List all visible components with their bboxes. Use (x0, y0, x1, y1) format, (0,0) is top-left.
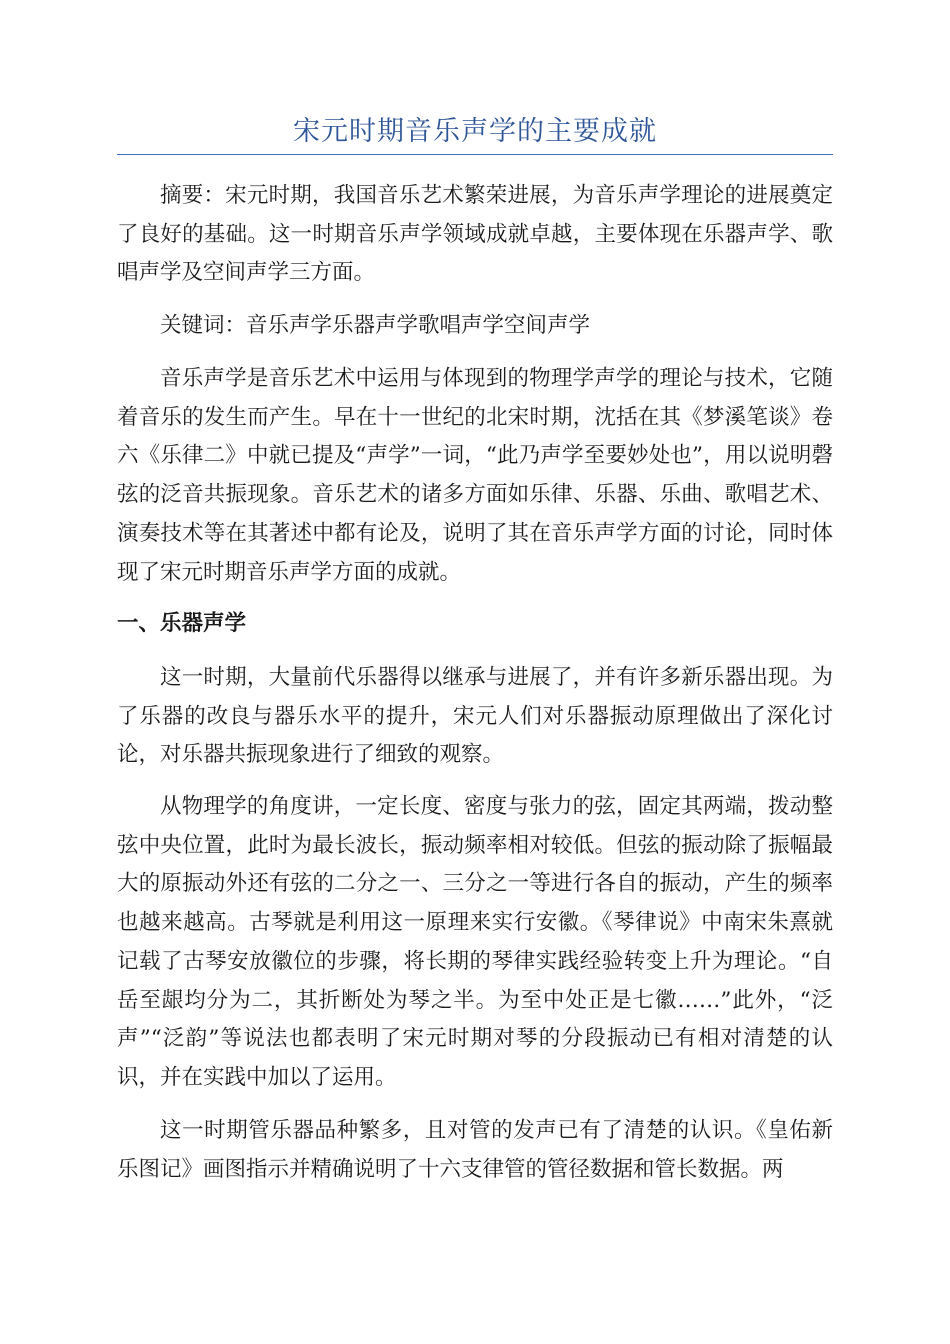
document-title: 宋元时期音乐声学的主要成就 (293, 116, 657, 147)
section1-paragraph-3: 这一时期管乐器品种繁多，且对管的发声已有了清楚的认识。《皇佑新乐图记》画图指示并精确说明了十六支律管的管径数据和管长数据。两 (117, 1118, 833, 1182)
section1-paragraph-2: 从物理学的角度讲，一定长度、密度与张力的弦，固定其两端，拨动整弦中央位置，此时为最长波长，振动频率相对较低。但弦的振动除了振幅最大的原振动外还有弦的二分之一、三分之一等进行各自的振动，产生的频率也越来越高。古琴就是利用这一原理来实行安徽。《琴律说》中南宋朱熹就记载了古琴安放徽位的步骤，将长期的琴律实践经验转变上升为理论。“自岳至龈均分为二，其折断处为琴之半。为至中处正是七徽……”此外，“泛声”“泛韵”等说法也都表明了宋元时期对琴的分段振动已有相对清楚的认识，并在实践中加以了运用。 (117, 794, 833, 1090)
abstract-paragraph: 摘要：宋元时期，我国音乐艺术繁荣进展，为音乐声学理论的进展奠定了良好的基础。这一时期音乐声学领域成就卓越，主要体现在乐器声学、歌唱声学及空间声学三方面。 (117, 183, 833, 286)
keywords-paragraph: 关键词：音乐声学乐器声学歌唱声学空间声学 (160, 313, 591, 338)
section-heading-instrument-acoustics: 一、乐器声学 (117, 611, 247, 636)
title-underline (117, 154, 833, 155)
intro-paragraph: 音乐声学是音乐艺术中运用与体现到的物理学声学的理论与技术，它随着音乐的发生而产生。早在十一世纪的北宋时期，沈括在其《梦溪笔谈》卷六《乐律二》中就已提及“声学”一词，“此乃声学至要妙处也”，用以说明磬弦的泛音共振现象。音乐艺术的诸多方面如乐律、乐器、乐曲、歌唱艺术、演奏技术等在其著述中都有论及，说明了其在音乐声学方面的讨论，同时体现了宋元时期音乐声学方面的成就。 (117, 366, 833, 585)
section1-paragraph-1: 这一时期，大量前代乐器得以继承与进展了，并有许多新乐器出现。为了乐器的改良与器乐水平的提升，宋元人们对乐器振动原理做出了深化讨论，对乐器共振现象进行了细致的观察。 (117, 665, 833, 768)
